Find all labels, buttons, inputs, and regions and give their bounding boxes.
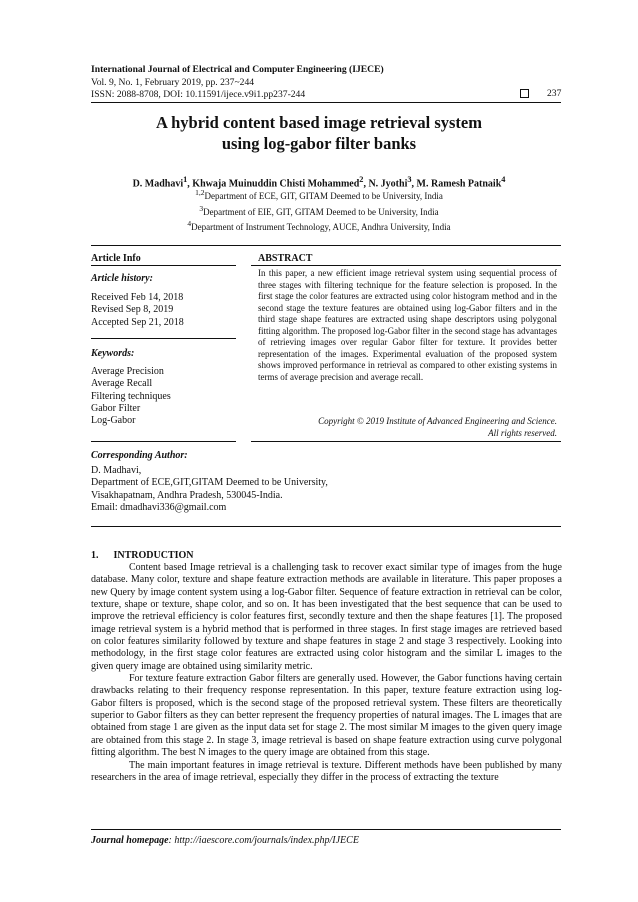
corresponding-name: D. Madhavi, xyxy=(91,465,142,476)
affiliation xyxy=(91,203,547,219)
homepage-label: Journal homepage xyxy=(91,835,169,846)
corresponding-email: Email: dmadhavi336@gmail.com xyxy=(91,501,227,513)
corresponding-dept: Department of ECE,GIT,GITAM Deemed to be University, xyxy=(91,477,328,489)
introduction-body xyxy=(91,562,562,784)
abstract-text: In this paper, a new efficient image retrieval system using sequential process of three stages with filtering technique for the feature selection is proposed. In the first stage the color features are extracted using color histogram method and in the second stage the texture features are obtained using log-Gabor filters and in the third stage shape features are extracted using shape descriptors using polygonal fitting algorithm. The proposed log-Gabor filter in the second stage has advantages of retrieving images over regular Gabor filter for texture. It provides better representation of the images. Experimental evaluation of the proposed system shows improved performance in retrieval as compared to other existing systems in terms of average precision and average recall. xyxy=(258,268,557,382)
corresponding-author xyxy=(91,465,561,514)
article-history-label: Article history: xyxy=(91,273,153,284)
footer-rule xyxy=(91,829,561,830)
keyword: Average Recall xyxy=(91,378,153,390)
author-sup: 4 xyxy=(501,175,506,184)
journal-volume: Vol. 9, No. 1, February 2019, pp. 237~244 xyxy=(91,76,255,88)
affiliation-sup: 4 xyxy=(187,219,192,228)
copyright-line-1: Copyright © 2019 Institute of Advanced Engineering and Science. xyxy=(318,416,557,426)
journal-name: International Journal of Electrical and Computer Engineering (IJECE) xyxy=(91,64,384,75)
affiliation-list xyxy=(91,187,547,234)
article-history xyxy=(91,292,184,329)
paragraph: For texture feature extraction Gabor filters are generally used. However, the Gabor functions having certain drawbacks relating to their frequency response representation. In this paper, texture feature extraction using log-Gabor filters is proposed, which is the second stage of the proposed retrieval system. These filters are theoretically superior to Gabor filters as they can better represent the frequency properties of natural images. The L images that are obtained from stage 1 are given as the input data set for stage 2. The most similar M images to the given query image are obtained from this stage 2. In stage 3, image retrieval is based on shape feature extraction using curve polygonal fitting algorithm. The best N images to the query image are obtained from this stage. xyxy=(91,673,562,759)
section-heading-introduction: 1. INTRODUCTION xyxy=(91,550,194,561)
revised-date: Revised Sep 8, 2019 xyxy=(91,304,174,316)
accepted-date: Accepted Sep 21, 2018 xyxy=(91,316,184,328)
affiliation-text: Department of EIE, GIT, GITAM Deemed to be University, India xyxy=(203,206,439,217)
abstract-heading: ABSTRACT xyxy=(258,253,313,264)
paragraph: Content based Image retrieval is a challenging task to recover exact similar type of images from the huge database. Many color, texture and shape feature extraction methods are available in literature. This paper proposes a new Query by image content system using a log-Gabor filter. Sequence of feature extraction in retrieval can be color, texture, shape or texture, shape color, and so on. It has been investigated that the best sequence that can be used to improve the retrieval efficiency is color features first, secondly texture and then the shape features [1]. The proposed image retrieval system is a hybrid method that is performed in three stages. In first stage images are retrieved based on color features similarity followed by texture and shape features in stage 2 and stage 3 respectively. Looking into methodology, in the first stage color features are extracted using color histogram and the similar L images to the given query image are obtained using similarity metric. xyxy=(91,562,562,672)
title-line-2: using log-gabor filter banks xyxy=(221,134,417,153)
author-name: , N. Jyothi xyxy=(363,178,408,190)
affiliation-text: Department of ECE, GIT, GITAM Deemed to be University, India xyxy=(204,191,443,201)
abstract-bottom-rule xyxy=(251,441,561,442)
author-sup: 3 xyxy=(407,175,412,184)
info-heading-rule xyxy=(91,265,236,266)
keywords-rule xyxy=(91,441,236,442)
corresponding-author-label: Corresponding Author: xyxy=(91,450,188,461)
affiliation-sup: 1,2 xyxy=(195,188,205,197)
page-number-group xyxy=(520,88,561,99)
affiliation xyxy=(91,218,547,234)
author-sup: 1 xyxy=(183,175,188,184)
abstract-heading-rule xyxy=(251,265,561,266)
journal-header xyxy=(91,64,571,102)
journal-issn: ISSN: 2088-8708, DOI: 10.11591/ijece.v9i1.pp237-244 xyxy=(91,89,306,100)
page-number: 237 xyxy=(547,88,562,99)
affiliation xyxy=(91,187,547,203)
history-rule xyxy=(91,338,236,339)
author-name: , M. Ramesh Patnaik xyxy=(411,178,502,190)
author-name: D. Madhavi xyxy=(132,178,184,190)
affiliation-sup: 3 xyxy=(199,203,204,213)
info-top-rule xyxy=(91,245,561,246)
journal-homepage xyxy=(91,835,359,846)
paragraph: The main important features in image retrieval is texture. Different methods have been published by many researchers in the area of image retrieval, especially they differ in the process of extracting the texture xyxy=(91,759,562,783)
copyright-line-2: All rights reserved. xyxy=(488,427,557,438)
title-line-1: A hybrid content based image retrieval system xyxy=(156,113,482,132)
author-name: , Khwaja Muinuddin Chisti Mohammed xyxy=(187,178,360,190)
paper-title xyxy=(91,112,547,154)
affiliation-text: Department of Instrument Technology, AUCE, Andhra University, India xyxy=(191,222,451,232)
corresponding-rule xyxy=(91,526,561,527)
author-sup: 2 xyxy=(359,175,364,184)
homepage-url[interactable]: : http://iaescore.com/journals/index.php/IJECE xyxy=(168,835,359,846)
article-info-heading: Article Info xyxy=(91,253,141,264)
keyword: Log-Gabor xyxy=(91,415,136,427)
keyword: Gabor Filter xyxy=(91,402,141,414)
square-icon xyxy=(520,89,529,98)
keyword-list xyxy=(91,366,171,427)
keyword: Filtering techniques xyxy=(91,390,171,402)
copyright-notice xyxy=(258,416,557,439)
received-date: Received Feb 14, 2018 xyxy=(91,292,184,303)
corresponding-address: Visakhapatnam, Andhra Pradesh, 530045-India. xyxy=(91,489,283,501)
keyword: Average Precision xyxy=(91,366,164,377)
header-rule xyxy=(91,102,561,103)
keywords-label: Keywords: xyxy=(91,348,135,359)
